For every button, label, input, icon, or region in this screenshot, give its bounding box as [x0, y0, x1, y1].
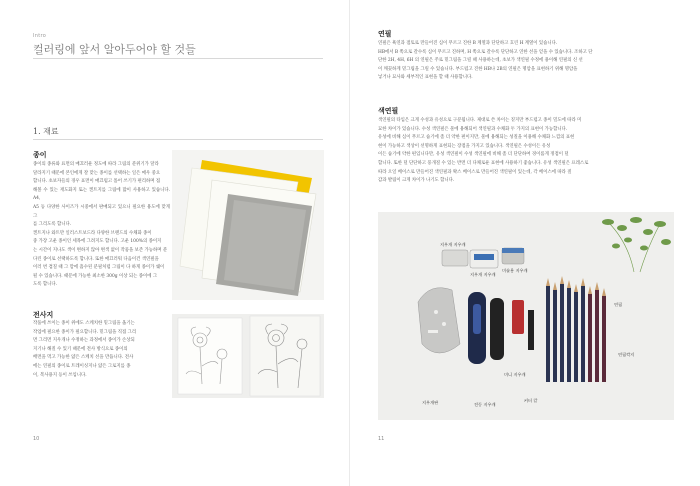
text-line: 이, 복사용지 등이 쓰입니다. — [33, 372, 87, 378]
tracing-heading: 전사지 — [33, 310, 54, 319]
page-number: 10 — [33, 436, 40, 442]
right-page — [350, 0, 700, 486]
electric-eraser-black — [490, 298, 504, 360]
photo-label: 지우개 지우개 — [470, 272, 496, 277]
text-line: 될 수 있습니다. 때문에 가능한 최소한 300g 이상 되는 종이에 그 — [33, 273, 158, 279]
text-line: 켄트지나 와트만 일러스트보드라 다양한 브랜드의 수채화 종이 — [33, 230, 152, 236]
text-line: 면 그리면 지우개나 수정하는 과정에서 종이가 손상되 — [33, 338, 135, 344]
photo-label: 전동 지우개 — [474, 402, 496, 407]
text-line: 합니다. 초보자들의 경우 표면이 매끄럽고 틀어 쓰기가 편리하며 접 — [33, 179, 161, 185]
title-divider — [33, 58, 323, 59]
section-divider — [33, 139, 323, 140]
eraser-guide — [418, 288, 460, 353]
text-line: 배면을 먹고 가능한 얇은 스케치 선을 만듭니다. 전사 — [33, 355, 134, 361]
paper-stack-photo — [172, 150, 324, 300]
text-line: 연필은 흑연과 점토로 만들어진 심이 무르고 진한 B 계열과 단단하고 흐린 H 계열이 있습니다. — [378, 41, 558, 46]
text-line: 를 그리도록 합니다. — [33, 222, 72, 228]
text-line: 는 시간이 지나도 색이 변하지 않아 변색 없이 작품을 보존 가능하며 분 — [33, 247, 168, 253]
sketch-sheet-right — [250, 316, 320, 396]
paper-heading: 종이 — [33, 150, 47, 159]
colorpencil-heading: 색연필 — [378, 106, 399, 115]
pencil-eraser — [442, 250, 468, 266]
pencil-body — [378, 40, 673, 83]
text-line: 색연필의 타입은 크게 수성과 유성으로 구분됩니다. 제대로 쓴 차이는 짙지만 부드럽고 종이 밀도에 따라 미 — [378, 118, 582, 123]
pencil-heading: 연필 — [378, 29, 392, 38]
cutter-knife — [528, 310, 534, 350]
plant-decoration — [602, 217, 671, 251]
tracing-body — [33, 320, 170, 380]
tools-photo — [378, 212, 674, 420]
text-line: A5 등 다양한 사이즈가 시중에서 판매되고 있으니 필요한 용도에 맞게 그 — [33, 204, 170, 219]
text-line: 달라지기 때문에 본인에게 잘 맞는 종이를 선택하는 일은 매우 중요 — [33, 170, 161, 176]
photo-label: 커터 칼 — [524, 398, 538, 403]
text-line: 감과 발림이 크게 차이가 나기도 합니다. — [378, 178, 455, 184]
photo-label: 지우개판 — [422, 400, 439, 405]
text-line: 다린 종이로 선택하도록 합니다. 또한 매끄러워 다음이건 색연필을 — [33, 256, 159, 262]
text-line: 작업에 필요한 종이가 필요합니다. 밑그림을 직접 그리 — [33, 329, 137, 335]
text-line: 현이 가능하고 색상이 선명하게 표현되는 장점을 가지고 있습니다. 색연필은 수성이든 유성 — [378, 143, 551, 149]
text-line: 합니다. 또한 덜 단단하고 뭉개질 수 있는 반면 더 다채로운 표현에 사용하기 좋습니다. 유성 색연필은 프레스로 — [378, 160, 589, 166]
text-line: 따라 오일 베이스로 만들어진 색연필과 왁스 베이스로 만들어진 색연필이 있는데, 각 베이스에 따라 질 — [378, 169, 572, 175]
mini-eraser — [512, 300, 524, 334]
text-line: 이러 번 겹칠 때 그 맘에 흡수된 분필처럼 그림이 다 하게 종이가 쉐이 — [33, 265, 165, 271]
paper-stack-illustration — [172, 150, 324, 300]
text-line: 단한 2H, 4H, 6H 의 연필은 주로 밑그림을 그릴 때 사용하는데, 초보가 색연필 수정에 용이해 연필의 신 선 — [378, 58, 583, 64]
paper-body — [33, 161, 170, 290]
page-kicker: Intro — [33, 33, 47, 39]
text-line: 이 깨끗하게 밑그림을 그릴 수 있습니다. 부드럽고 진한 HB나 2B의 연필은 명암을 표현하기 위해 명암을 — [378, 66, 578, 72]
text-line: 작품에 쓰이는 종이 위에도 스케치한 밑그림을 옮기는 — [33, 321, 135, 326]
colorpencil-body — [378, 117, 673, 186]
text-line: 넣거나 묘사와 세부적인 표현을 할 때 사용합니다. — [378, 75, 473, 81]
photo-label: 연필 — [614, 302, 623, 307]
text-line: HB에서 B 쪽으로 갈수록 심이 무르고 진하며, H 쪽으로 갈수록 단단하고 연한 선을 얻을 수 있습니다. 조하고 단 — [378, 49, 593, 55]
text-line: 유성에 비해 심이 무르고 습기에 좀 더 약한 편이지만, 물에 용해되는 성질을 이용해 수채화 느낌의 표현 — [378, 135, 575, 141]
photo-label: 지우개 지우개 — [440, 242, 466, 247]
photo-label: 미니 지우개 — [504, 372, 526, 377]
tracing-photo — [172, 314, 324, 398]
photo-label: 미술용 지우개 — [502, 268, 528, 273]
gray-board-face — [224, 200, 306, 290]
page-number: 11 — [378, 436, 385, 442]
text-line: 종이의 종류와 표면의 매끄러운 정도에 따라 그림의 분위기가 달라 — [33, 162, 159, 167]
text-line: 해볼 수 있는 재도화지 또는 켄트지를 그림에 많이 사용하고 있습니다. A4, — [33, 187, 170, 202]
text-line: 묘한 차이가 있습니다. 수성 색연필은 물에 용해되어 색연필과 수채화 두 가지의 표현이 가능합니다. — [378, 126, 568, 132]
text-line: 이든 습기에 약한 편입니다만, 유성 색연필이 수성 색연필에 비해 좀 더 단단하여 경이롭게 정점이 덜 — [378, 152, 569, 158]
text-line: 에는 연필의 종이로 트레이싱지나 얇은 그로지를 종 — [33, 363, 131, 369]
photo-label: 연필깍지 — [618, 352, 635, 357]
text-line: 지기나 해질 수 있기 때문에 전사 방식으로 종이의 — [33, 346, 128, 352]
page-title: 컬러링에 앞서 알아두어야 할 것들 — [33, 43, 196, 56]
text-line: 도록 합니다. — [33, 282, 57, 288]
text-line: 중 가장 고운 종이인 세목에 그려지도 합니다. 고운 100%의 종이지 — [33, 239, 162, 245]
tools-illustration — [378, 212, 674, 420]
pencil-set — [546, 276, 606, 382]
sketch-illustration — [172, 314, 324, 398]
section-heading: 1. 재료 — [33, 127, 59, 136]
